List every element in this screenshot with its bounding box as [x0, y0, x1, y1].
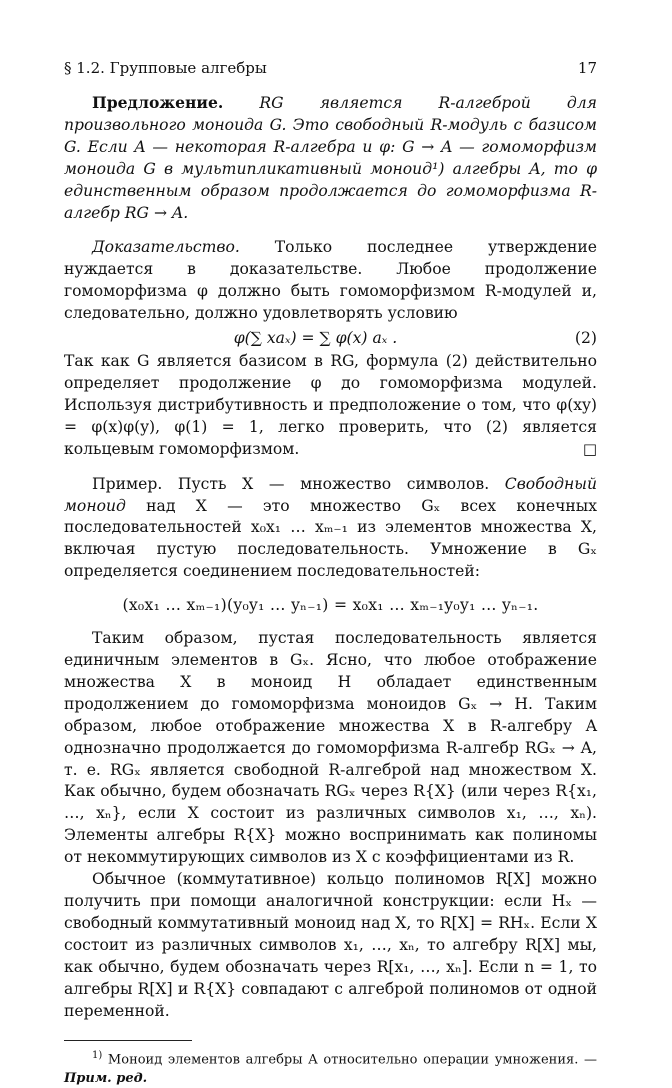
- example-text-b: над X — это множество Gₓ всех конечных последовательностей x₀x₁ … xₘ₋₁ из элементов множества X, включая пустую последовательность. Умножение в Gₓ определяется соединением последовательностей:: [64, 496, 597, 581]
- proof-continuation: [64, 351, 597, 461]
- footnote: [64, 1047, 597, 1087]
- qed-square-icon: □: [582, 439, 597, 458]
- proof-label: Доказательство.: [92, 238, 240, 257]
- example-term: Свободный моноид: [64, 474, 597, 515]
- example-text-a: Пусть X — множество символов.: [162, 474, 505, 493]
- book-page: [64, 58, 597, 1088]
- formula-2: [64, 325, 597, 351]
- section-title: § 1.2. Групповые алгебры: [64, 59, 267, 77]
- proof-text-2: Так как G является базисом в RG, формула (2) действительно определяет продолжение φ до гомоморфизма модулей. Используя дистрибутивность и предположение о том, что φ(xy) = φ(x)φ(y), φ(1) = 1, легко проверить, что (2) является кольцевым гомоморфизмом.: [64, 352, 597, 458]
- formula-2-body: φ(∑ xaₓ) = ∑ φ(x) aₓ .: [233, 329, 398, 348]
- footnote-divider: [64, 1040, 192, 1041]
- formula-2-number: (2): [574, 329, 597, 348]
- page-number: 17: [577, 59, 597, 77]
- example-paragraph: [64, 474, 597, 584]
- proposition-label: Предложение.: [92, 93, 224, 112]
- proposition: [64, 92, 597, 224]
- example-label: Пример.: [92, 474, 163, 493]
- paragraph-free-algebra: Таким образом, пустая последовательность является единичным элементов в Gₓ. Ясно, что любое отображение множества X в моноид H обладает единственным продолжением до гомоморфизма моноидов Gₓ → H. Таким образом, любое отображение множества X в R-алгебру A однозначно продолжается до гомоморфизма R-алгебр RGₓ → A, т. е. RGₓ является свободной R-алгеброй над множеством X. Как обычно, будем обозначать RGₓ через R{X} (или через R{x₁, …, xₙ}, если X состоит из различных символов x₁, …, xₙ). Элементы алгебры R{X} можно воспринимать как полиномы от некоммутирующих символов из X с коэффициентами из R.: [64, 629, 597, 867]
- running-header: [64, 58, 597, 78]
- footnote-text: Моноид элементов алгебры A относительно операции умножения. —: [102, 1052, 597, 1068]
- footnote-marker: 1): [92, 1050, 103, 1062]
- concatenation-formula: (x₀x₁ … xₘ₋₁)(y₀y₁ … yₙ₋₁) = x₀x₁ … xₘ₋₁y₀y₁ … yₙ₋₁.: [122, 596, 539, 615]
- proof-text: Только последнее утверждение нуждается в доказательстве. Любое продолжение гомоморфизма φ должно быть гомоморфизмом R-модулей и, следовательно, должно удовлетворять условию: [64, 238, 597, 323]
- proposition-text: RG является R-алгеброй для произвольного моноида G. Это свободный R-модуль с базисом G. Если A — некоторая R-алгебра и φ: G → A — гомоморфизм моноида G в мультипликативный моноид¹) алгебры A, то φ единственным образом продолжается до гомоморфизма R-алгебр RG → A.: [64, 94, 597, 222]
- paragraph-polynomials: Обычное (коммутативное) кольцо полиномов R[X] можно получить при помощи аналогичной конструкции: если Hₓ — свободный коммутативный моноид над X, то R[X] = RHₓ. Если X состоит из различных символов x₁, …, xₙ, то алгебру R[X] мы, как обычно, будем обозначать через R[x₁, …, xₙ]. Если n = 1, то алгебры R[X] и R{X} совпадают с алгеброй полиномов от одной переменной.: [64, 870, 597, 1020]
- footnote-editor: Прим. ред.: [64, 1070, 148, 1086]
- proof-paragraph: [64, 237, 597, 325]
